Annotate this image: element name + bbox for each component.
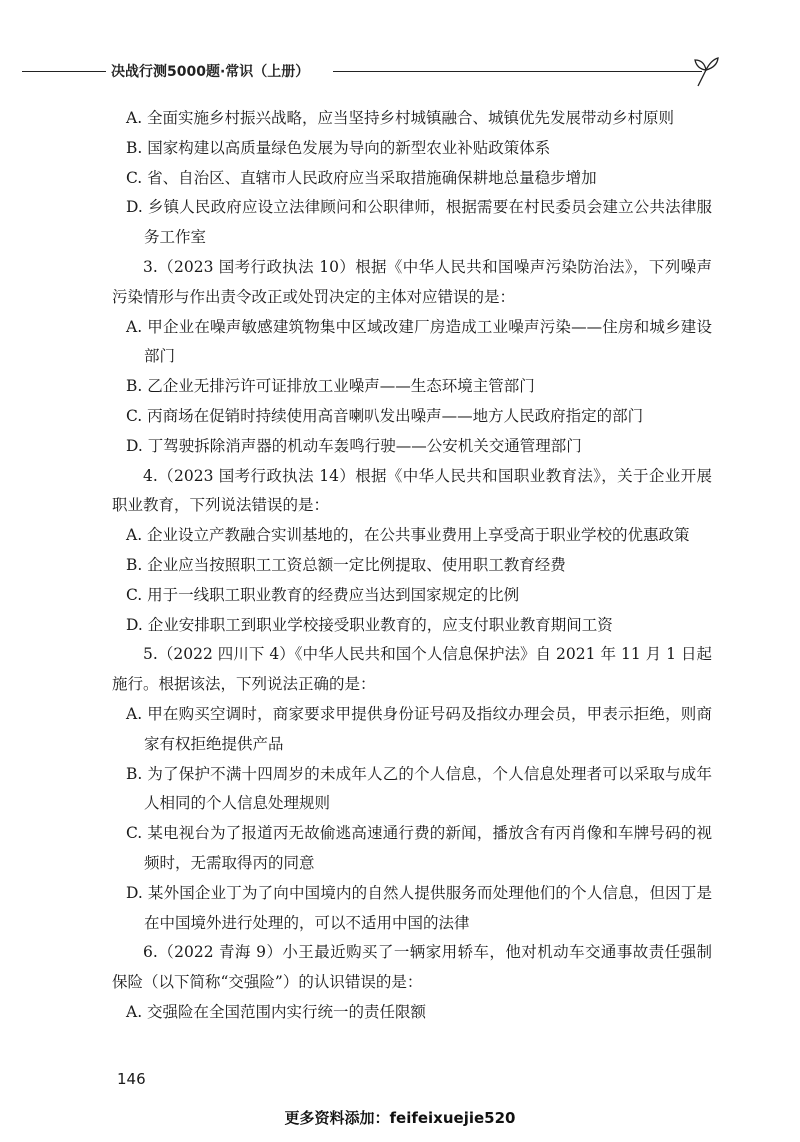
book-title: 决战行测5000题·常识（上册） [111,64,310,80]
option-line: C. 某电视台为了报道丙无故偷逃高速通行费的新闻，播放含有丙肖像和车牌号码的视频时，无需取得丙的同意 [126,824,712,872]
option-line: A. 甲在购买空调时，商家要求甲提供身份证号码及指纹办理会员，甲表示拒绝，则商家有权拒绝提供产品 [126,704,712,753]
option-line: A. 企业设立产教融合实训基地的，在公共事业费用上享受高于职业学校的优惠政策 [126,526,690,545]
question-stem: 4.（2023 国考行政执法 14）根据《中华人民共和国职业教育法》，关于企业开展职业教育，下列说法错误的是： [112,466,712,515]
header-rule-right [333,71,702,72]
question-stem: 6.（2022 青海 9）小王最近购买了一辆家用轿车，他对机动车交通事故责任强制保险（以下简称“交强险”）的认识错误的是： [112,943,712,992]
option-line: D. 某外国企业丁为了向中国境内的自然人提供服务而处理他们的个人信息，但因丁是在中国境外进行处理的，可以不适用中国的法律 [126,883,712,932]
option-line: A. 交强险在全国范围内实行统一的责任限额 [126,1002,427,1021]
running-header [0,52,800,88]
option-line: D. 乡镇人民政府应设立法律顾问和公职律师，根据需要在村民委员会建立公共法律服务工作室 [126,198,712,247]
option-line: B. 为了保护不满十四周岁的未成年人乙的个人信息，个人信息处理者可以采取与成年人相同的个人信息处理规则 [126,764,712,813]
header-rule-left [22,71,106,72]
option-line: A. 全面实施乡村振兴战略，应当坚持乡村城镇融合、城镇优先发展带动乡村原则 [126,109,675,127]
option-line: C. 省、自治区、直辖市人民政府应当采取措施确保耕地总量稳步增加 [126,168,597,187]
option-line: C. 丙商场在促销时持续使用高音喇叭发出噪声——地方人民政府指定的部门 [126,406,644,425]
option-line: D. 企业安排职工到职业学校接受职业教育的，应支付职业教育期间工资 [126,615,613,634]
option-line: B. 国家构建以高质量绿色发展为导向的新型农业补贴政策体系 [126,138,551,157]
footer-note: 更多资料添加：feifeixuejie520 [284,1109,516,1127]
option-line: B. 企业应当按照职工工资总额一定比例提取、使用职工教育经费 [126,555,566,574]
question-stem: 5.（2022 四川下 4）《中华人民共和国个人信息保护法》自 2021 年 11 月 1 日起施行。根据该法，下列说法正确的是： [112,645,712,694]
question-stem: 3.（2023 国考行政执法 10）根据《中华人民共和国噪声污染防治法》，下列噪声污染情形与作出责令改正或处罚决定的主体对应错误的是： [112,257,712,306]
sprout-icon [692,52,720,88]
option-line: D. 丁驾驶拆除消声器的机动车轰鸣行驶——公安机关交通管理部门 [126,436,582,455]
option-line: C. 用于一线职工职业教育的经费应当达到国家规定的比例 [126,585,520,604]
option-line: A. 甲企业在噪声敏感建筑物集中区域改建厂房造成工业噪声污染——住房和城乡建设部门 [126,317,712,366]
page-number: 146 [117,1070,146,1088]
question-body [112,104,712,1028]
option-line: B. 乙企业无排污许可证排放工业噪声——生态环境主管部门 [126,377,535,396]
